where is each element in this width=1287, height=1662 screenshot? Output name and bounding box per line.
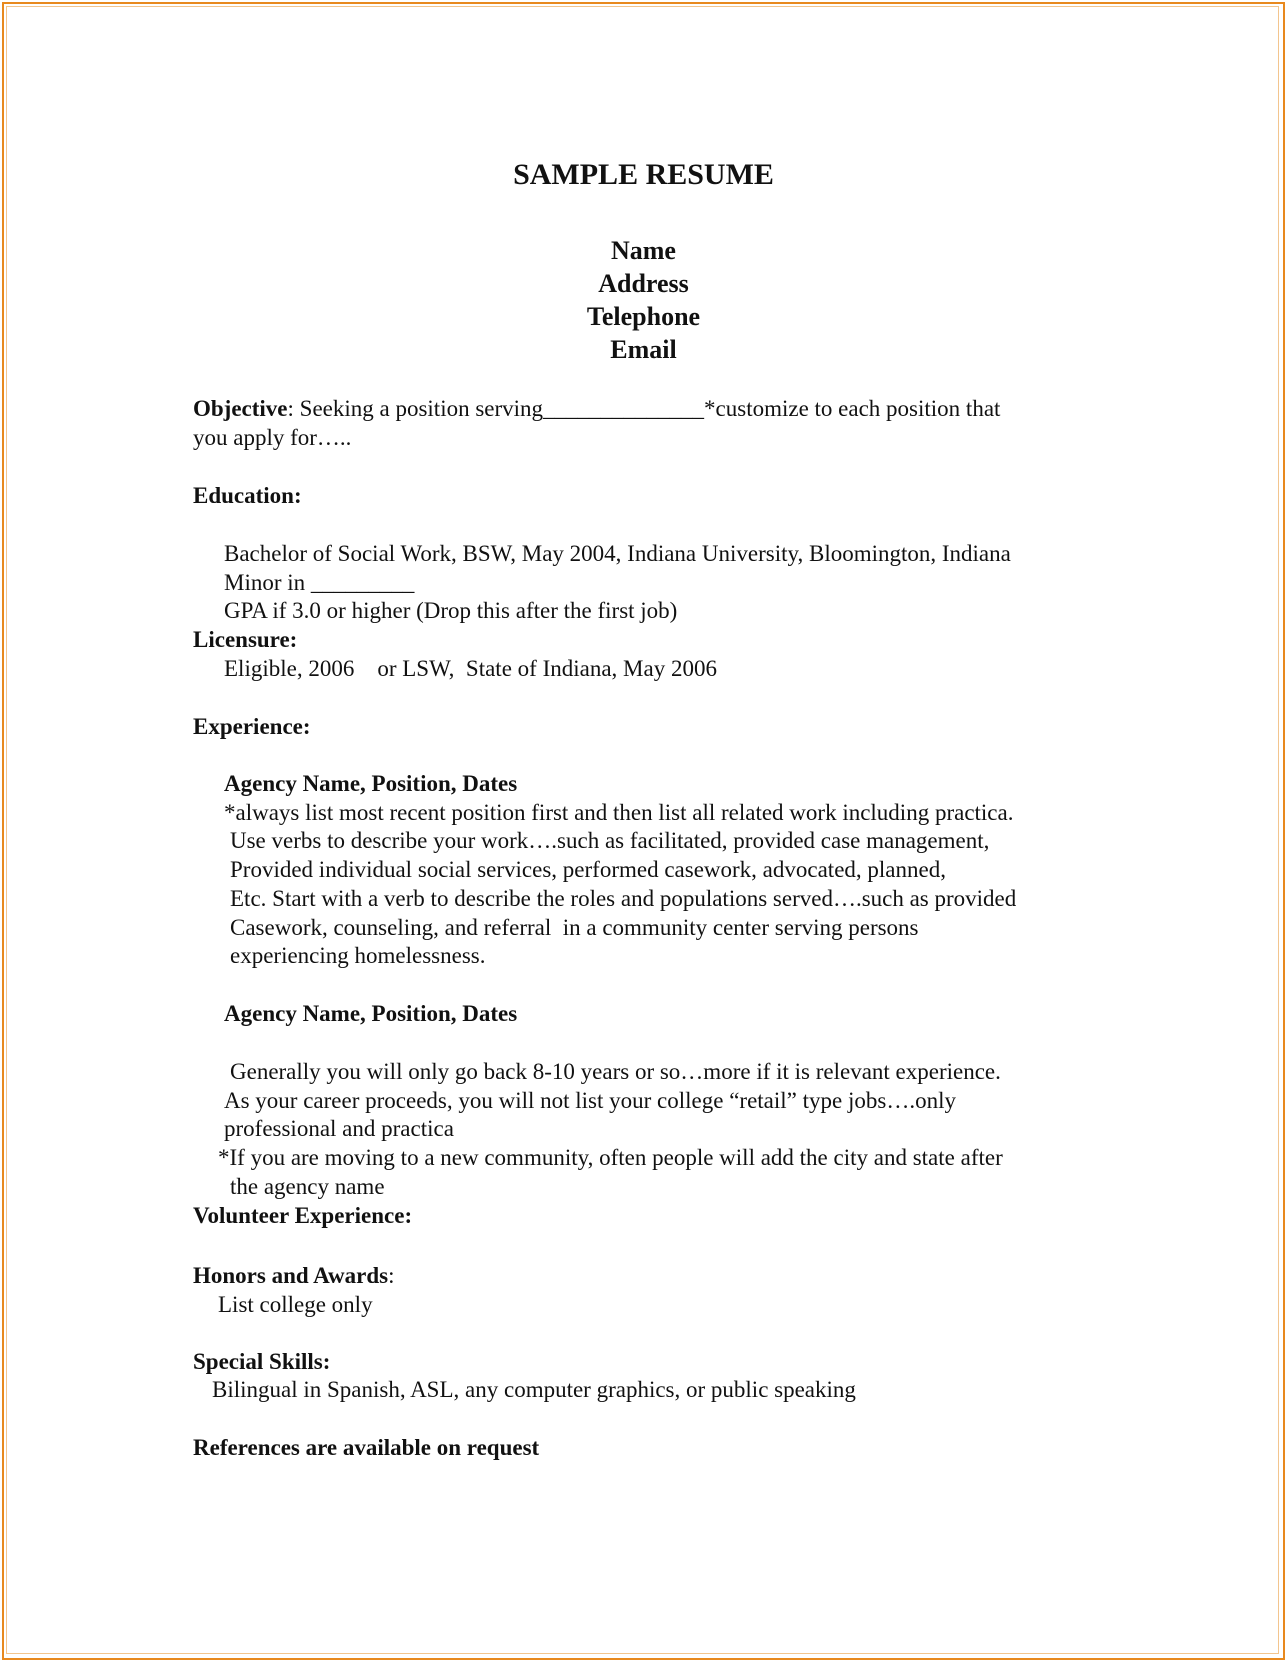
experience-entry-1-line-2: Use verbs to describe your work….such as facilitated, provided case management,: [230, 828, 990, 853]
contact-name: Name: [611, 236, 676, 265]
resume-title: SAMPLE RESUME: [513, 158, 774, 191]
volunteer-heading: Volunteer Experience:: [193, 1203, 413, 1228]
references-note: References are available on request: [193, 1435, 540, 1460]
skills-heading: Special Skills:: [193, 1349, 331, 1374]
objective-line-2: you apply for…..: [193, 425, 352, 450]
experience-entry-2-line-1: Generally you will only go back 8-10 years or so…more if it is relevant experience.: [230, 1059, 1001, 1084]
experience-entry-1-header: Agency Name, Position, Dates: [224, 771, 518, 796]
experience-entry-2-line-2: As your career proceeds, you will not list your college “retail” type jobs….only: [224, 1088, 956, 1113]
experience-entry-1-line-1: *always list most recent position first and then list all related work including practica.: [224, 800, 1014, 825]
education-line-1: Bachelor of Social Work, BSW, May 2004, Indiana University, Bloomington, Indiana: [224, 541, 1011, 566]
contact-email: Email: [610, 335, 677, 364]
education-line-3: GPA if 3.0 or higher (Drop this after the first job): [224, 598, 678, 623]
experience-entry-2-header: Agency Name, Position, Dates: [224, 1001, 518, 1026]
licensure-line: Eligible, 2006 or LSW, State of Indiana, May 2006: [224, 656, 717, 681]
objective-line-1: [193, 395, 1000, 423]
experience-entry-1-line-6: experiencing homelessness.: [230, 943, 486, 968]
education-line-2: Minor in _________: [224, 570, 415, 595]
licensure-heading: Licensure:: [193, 627, 298, 652]
honors-heading: Honors and Awards: [193, 1263, 389, 1288]
honors-line: List college only: [218, 1292, 373, 1317]
honors-heading-line: [193, 1262, 395, 1290]
experience-heading: Experience:: [193, 714, 311, 739]
skills-line: Bilingual in Spanish, ASL, any computer graphics, or public speaking: [212, 1377, 856, 1402]
objective-text: : Seeking a position serving______________*customize to each position that: [287, 396, 1001, 421]
education-heading: Education:: [193, 483, 302, 508]
experience-entry-1-line-5: Casework, counseling, and referral in a community center serving persons: [230, 915, 919, 940]
contact-telephone: Telephone: [586, 302, 701, 331]
experience-entry-2-line-4: *If you are moving to a new community, often people will add the city and state after: [218, 1145, 1003, 1170]
honors-colon: :: [388, 1263, 395, 1288]
experience-entry-2-line-3: professional and practica: [224, 1116, 454, 1141]
contact-address: Address: [598, 269, 689, 298]
experience-entry-1-line-3: Provided individual social services, performed casework, advocated, planned,: [230, 857, 946, 882]
experience-entry-1-line-4: Etc. Start with a verb to describe the roles and populations served….such as provided: [230, 886, 1017, 911]
experience-entry-2-line-5: the agency name: [230, 1174, 385, 1199]
objective-label: Objective: [193, 396, 288, 421]
